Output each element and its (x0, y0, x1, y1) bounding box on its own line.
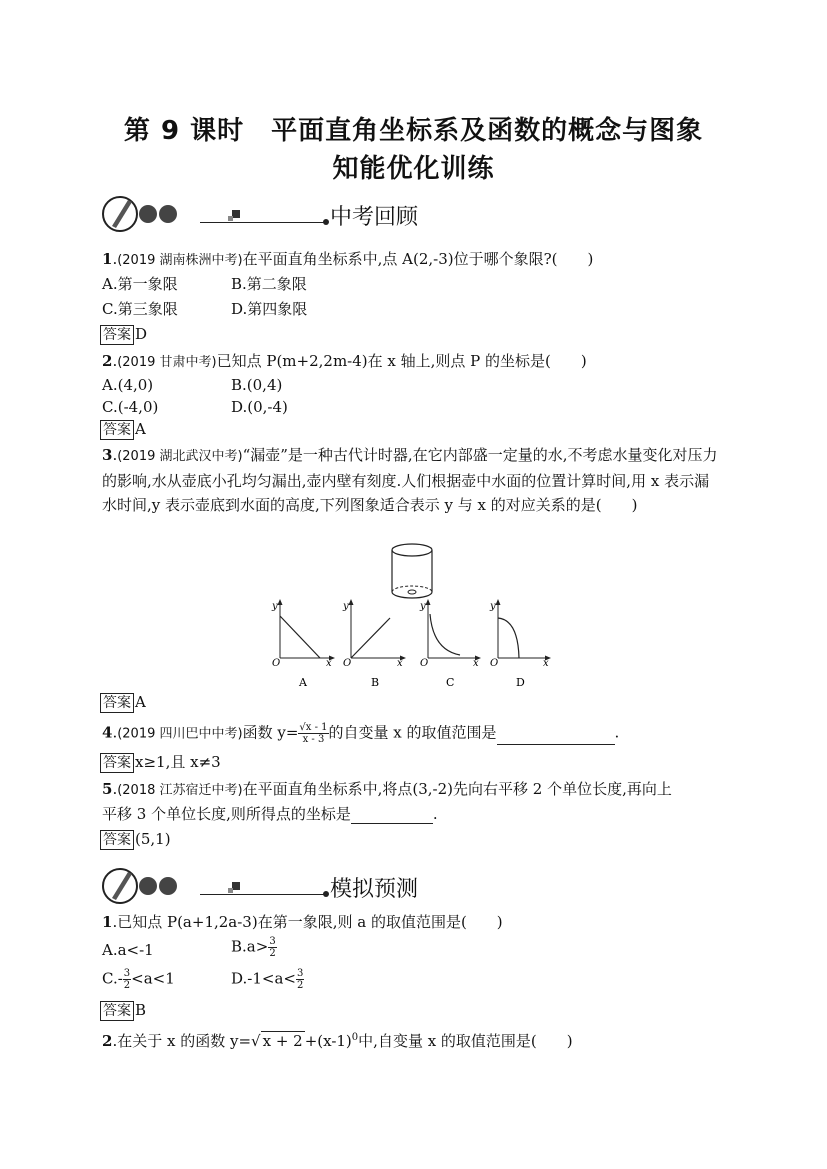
option-d: D.第四象限 (231, 300, 308, 318)
origin-label: O (420, 658, 429, 669)
question-4: 4.(2019 四川巴中中考)函数 y= $\frac{√x - 1}{x - 3}$ 的自变量 x 的取值范围是 . (102, 722, 620, 745)
answer-value: A (135, 420, 146, 438)
axis-y-label: y (343, 601, 349, 612)
question-text: “漏壶”是一种古代计时器,在它内部盛一定量的水,不考虑水量变化对压力的影响,水从壶底小孔均匀漏出,壶内壁有刻度.人们根据壶中水面的位置计算时间,用 x 表示漏水时间,y 表示壶底到水面的高度,下列图象适合表示 y 与 x 的对应关系的是( ) (102, 446, 718, 514)
divider-line (200, 894, 325, 895)
question-source: (2019 湖北武汉中考) (117, 449, 243, 464)
graph-label: D (516, 676, 525, 689)
section-title: 中考回顾 (330, 205, 419, 230)
option-c: C.(-4,0) (102, 398, 159, 416)
fraction: $\frac{3}{2}$ (269, 936, 276, 959)
fraction-denominator: x - 3 (302, 734, 325, 745)
origin-label: O (272, 658, 281, 669)
question-text: 中,自变量 x 的取值范围是( ) (358, 1032, 573, 1050)
axis-x-label: x (473, 658, 479, 669)
brush-icon (100, 192, 190, 236)
answer-label: 答案 (100, 420, 134, 440)
fraction-numerator: √x - 1 (299, 722, 328, 733)
question-text: 在平面直角坐标系中,点 A(2,-3)位于哪个象限?( ) (242, 250, 594, 268)
question-5-cont: 平移 3 个单位长度,则所得点的坐标是 . (102, 805, 438, 823)
answer-row (100, 1000, 146, 1021)
origin-label: O (490, 658, 499, 669)
answer-row (100, 752, 221, 773)
answer-label: 答案 (100, 830, 134, 850)
axis-y-label: y (420, 601, 426, 612)
axis-y-label: y (272, 601, 278, 612)
question-5: 5.(2018 江苏宿迁中考)在平面直角坐标系中,将点(3,-2)先向右平移 2 个单位长度,再向上 (102, 780, 672, 798)
divider-line (200, 222, 325, 223)
option-c: C.- $\frac{3}{2}$ <a<1 (102, 968, 175, 991)
question-text: 已知点 P(a+1,2a-3)在第一象限,则 a 的取值范围是( ) (117, 913, 503, 931)
question-1: 1.(2019 湖南株洲中考)在平面直角坐标系中,点 A(2,-3)位于哪个象限?( ) (102, 250, 594, 268)
question-text: 函数 y= (242, 723, 299, 742)
fraction: $\frac{3}{2}$ (123, 968, 131, 991)
answer-value: x≥1,且 x≠3 (135, 753, 221, 771)
mock-question-1: 1.已知点 P(a+1,2a-3)在第一象限,则 a 的取值范围是( ) (102, 913, 503, 931)
question-number: 1 (102, 913, 113, 931)
question-2: 2.(2019 甘肃中考)已知点 P(m+2,2m-4)在 x 轴上,则点 P 的坐标是( ) (102, 352, 587, 370)
graph-label: A (299, 676, 307, 689)
option-d: D.-1<a< $\frac{3}{2}$ (231, 968, 304, 991)
decor-square-small (228, 216, 233, 221)
option-d: D.(0,-4) (231, 398, 288, 416)
question-number: 1 (102, 250, 113, 268)
answer-row (100, 692, 146, 713)
question-source: (2018 江苏宿迁中考) (117, 783, 243, 798)
answer-label: 答案 (100, 753, 134, 773)
graph-c (419, 599, 481, 689)
answer-value: B (135, 1001, 147, 1019)
answer-blank[interactable] (351, 807, 433, 824)
option-a: A.第一象限 (102, 275, 178, 293)
answer-label: 答案 (100, 1001, 134, 1021)
option-c: C.第三象限 (102, 300, 178, 318)
question-number: 3 (102, 446, 113, 464)
graph-label: B (371, 676, 380, 689)
section-header-moni (100, 864, 520, 908)
fraction (298, 722, 328, 745)
answer-row (100, 829, 171, 850)
answer-blank[interactable] (497, 728, 615, 745)
option-a: A.a<-1 (102, 941, 154, 959)
answer-value: (5,1) (135, 830, 171, 848)
question-text: 已知点 P(m+2,2m-4)在 x 轴上,则点 P 的坐标是( ) (216, 352, 587, 370)
sqrt-expression: x + 2 (262, 1032, 303, 1050)
decor-square (232, 210, 240, 218)
question-number: 4 (102, 723, 113, 742)
section-title: 模拟预测 (330, 877, 419, 902)
question-text: 的自变量 x 的取值范围是 (328, 723, 497, 742)
question-source: (2019 四川巴中中考) (117, 726, 243, 742)
fraction: $\frac{3}{2}$ (296, 968, 304, 991)
answer-row (100, 324, 147, 345)
graph-a (271, 599, 335, 689)
divider-dot (323, 219, 329, 225)
graph-options (262, 596, 562, 692)
page-subtitle: 知能优化训练 (332, 154, 495, 184)
graph-d (489, 599, 551, 689)
decor-square (232, 882, 240, 890)
divider-dot (323, 891, 329, 897)
answer-row (100, 419, 146, 440)
page-title: 第 9 课时 平面直角坐标系及函数的概念与图象 (123, 116, 704, 146)
question-number: 5 (102, 780, 113, 798)
question-source: (2019 湖南株洲中考) (117, 253, 243, 268)
axis-y-label: y (490, 601, 496, 612)
question-number: 2 (102, 352, 113, 370)
section-header-zhongkao (100, 192, 520, 236)
axis-x-label: x (397, 658, 403, 669)
graph-label: C (446, 676, 455, 689)
decor-square-small (228, 888, 233, 893)
answer-value: A (135, 693, 146, 711)
question-3: 3.(2019 湖北武汉中考)“漏壶”是一种古代计时器,在它内部盛一定量的水,不考虑水量变化对压力的影响,水从壶底小孔均匀漏出,壶内壁有刻度.人们根据壶中水面的位置计算时间,用 x 表示漏水时间,y 表示壶底到水面的高度,下列图象适合表示 y 与 x 的对应关系的是( ) (102, 446, 718, 514)
brush-icon (100, 864, 190, 908)
question-text: 在关于 x 的函数 y= (117, 1032, 252, 1050)
answer-value: D (135, 325, 148, 343)
question-source: (2019 甘肃中考) (117, 355, 217, 370)
question-text: 在平面直角坐标系中,将点(3,-2)先向右平移 2 个单位长度,再向上 (242, 780, 672, 798)
option-b: B.a> $\frac{3}{2}$ (231, 936, 276, 959)
axis-x-label: x (543, 658, 549, 669)
option-b: B.第二象限 (231, 275, 307, 293)
answer-label: 答案 (100, 325, 134, 345)
option-b: B.(0,4) (231, 376, 283, 394)
question-number: 2 (102, 1032, 113, 1050)
option-a: A.(4,0) (102, 376, 154, 394)
mock-question-2: 2.在关于 x 的函数 y=√ $x + 2 +(x-1)^0$中,自变量 x 的取值范围是( ) (102, 1032, 573, 1050)
graph-b (342, 599, 406, 689)
question-text: 平移 3 个单位长度,则所得点的坐标是 (102, 805, 351, 823)
origin-label: O (343, 658, 352, 669)
axis-x-label: x (326, 658, 332, 669)
answer-label: 答案 (100, 693, 134, 713)
